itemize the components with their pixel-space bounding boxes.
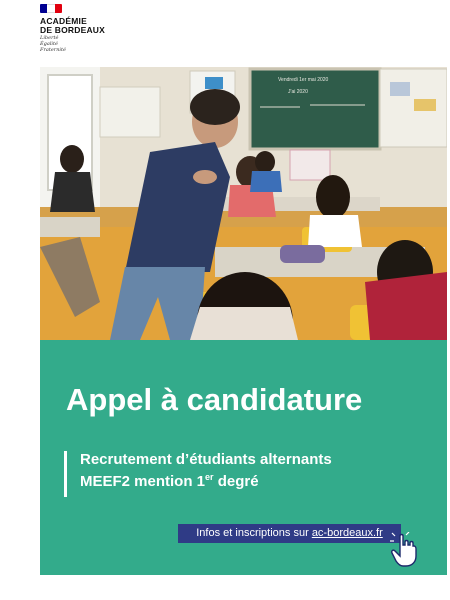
motto-2: Égalité [40,41,58,47]
subtitle-line-2-sup: er [205,472,214,482]
motto-3: Fraternité [40,47,66,53]
academie-logo [40,4,160,56]
marianne-flag-icon [40,4,62,13]
cta-prefix: Infos et inscriptions sur [196,527,312,539]
pointer-hand-icon [390,532,418,568]
call-for-applications-panel [40,340,447,575]
motto-1: Liberté [40,35,59,41]
board-text-right: J'ai 2020 [288,89,308,95]
subtitle-line-1: Recrutement d’étudiants alternants [80,451,332,468]
page-title: Appel à candidature [66,382,363,417]
logo-line-2: DE BORDEAUX [40,25,106,35]
logo-line-1: ACADÉMIE [40,16,87,26]
classroom-photo [40,67,447,340]
info-registration-banner[interactable] [178,524,401,543]
subtitle-line-2-prefix: MEEF2 mention 1 [80,473,206,490]
ac-bordeaux-link[interactable]: ac-bordeaux.fr [311,527,383,539]
subtitle-line-2-suffix: degré [213,473,259,490]
subtitle-line-2 [80,472,259,490]
subtitle-accent-bar [64,451,67,497]
board-text-left: Vendredi 1er mai 2020 [278,77,329,83]
